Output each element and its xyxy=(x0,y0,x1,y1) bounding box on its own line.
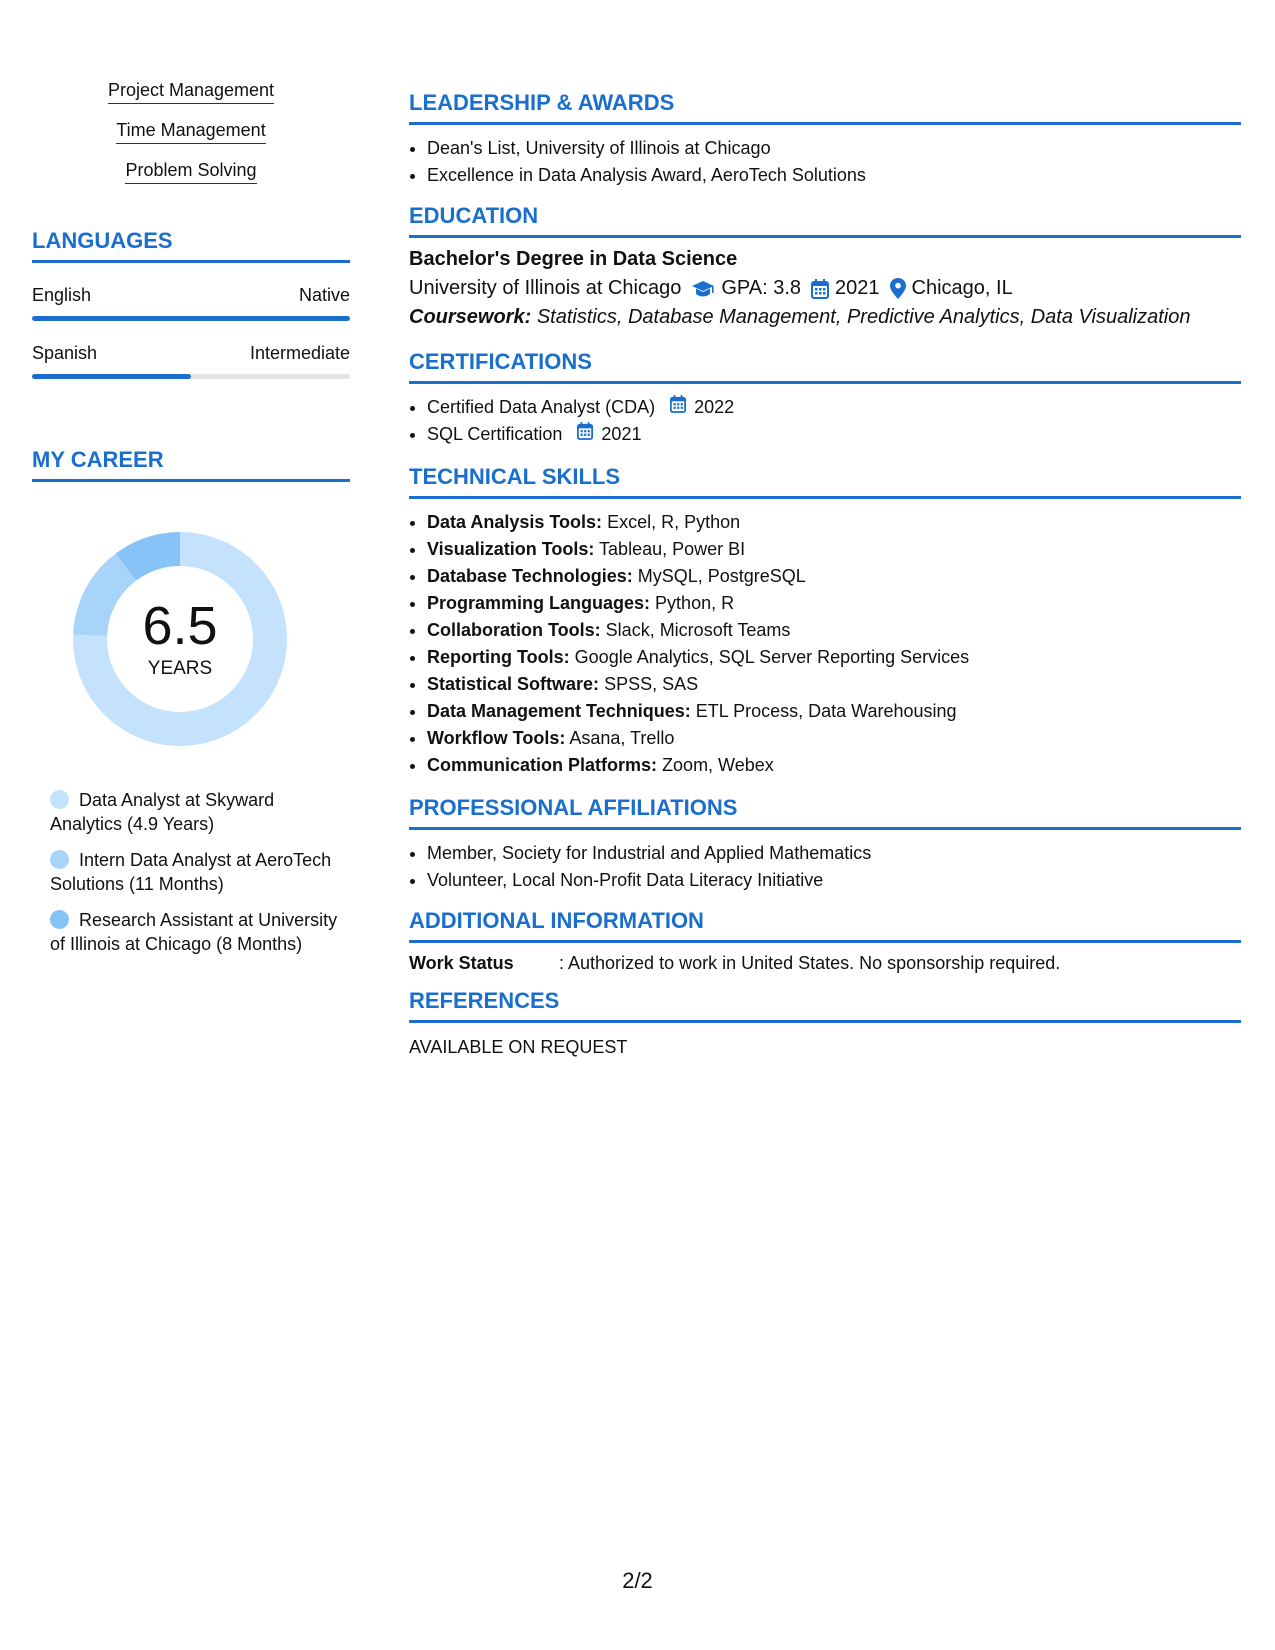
language-bar xyxy=(32,316,350,321)
right-column xyxy=(409,90,1241,1072)
skill-category-label: Communication Platforms: xyxy=(427,755,658,775)
languages-section xyxy=(32,228,350,379)
list-item xyxy=(427,644,1241,671)
list-item xyxy=(427,725,1241,752)
legend-label: Research Assistant at University of Illinois at Chicago (8 Months) xyxy=(50,910,338,954)
info-row xyxy=(409,953,1241,974)
legend-label: Data Analyst at Skyward Analytics (4.9 Years) xyxy=(50,790,275,834)
skill-category-value: Asana, Trello xyxy=(569,728,675,748)
page-number: 2/2 xyxy=(622,1568,653,1593)
legend-dot xyxy=(50,910,69,929)
skill-category-label: Collaboration Tools: xyxy=(427,620,601,640)
skill-category-value: Google Analytics, SQL Server Reporting Services xyxy=(574,647,970,667)
section-title-career: MY CAREER xyxy=(32,447,350,482)
certification-name: Certified Data Analyst (CDA) xyxy=(427,397,656,417)
list-item xyxy=(427,671,1241,698)
list-item xyxy=(427,536,1241,563)
language-item xyxy=(32,285,350,321)
education-section xyxy=(409,203,1241,329)
graduation-cap-icon xyxy=(691,280,715,298)
certifications-section xyxy=(409,349,1241,448)
skill-tag: Time Management xyxy=(116,120,265,144)
calendar-icon xyxy=(811,279,829,299)
career-total-years: 6.5 xyxy=(142,596,218,656)
language-item xyxy=(32,343,350,379)
skill-category-value: Python, R xyxy=(655,593,735,613)
affiliations-section xyxy=(409,795,1241,894)
skill-category-label: Data Management Techniques: xyxy=(427,701,691,721)
calendar-icon xyxy=(577,422,593,440)
skill-category-value: Excel, R, Python xyxy=(607,512,741,532)
location: Chicago, IL xyxy=(911,277,1013,299)
skill-tag: Project Management xyxy=(108,80,274,104)
legend-label: Intern Data Analyst at AeroTech Solutions (11 Months) xyxy=(50,850,332,894)
career-legend xyxy=(50,788,340,956)
section-title-languages: LANGUAGES xyxy=(32,228,350,263)
info-label: Work Status xyxy=(409,953,514,973)
legend-dot xyxy=(50,850,69,869)
references-text: AVAILABLE ON REQUEST xyxy=(409,1037,628,1057)
list-item: • Volunteer, Local Non-Profit Data Literacy Initiative xyxy=(427,867,1241,894)
skill-category-value: MySQL, PostgreSQL xyxy=(637,566,806,586)
coursework xyxy=(409,306,1241,329)
section-title-leadership: LEADERSHIP & AWARDS xyxy=(409,90,1241,125)
skill-category-value: ETL Process, Data Warehousing xyxy=(695,701,957,721)
skill-category-label: Reporting Tools: xyxy=(427,647,570,667)
legend-item xyxy=(50,908,340,956)
school-name: University of Illinois at Chicago xyxy=(409,277,682,299)
skill-category-value: Tableau, Power BI xyxy=(599,539,746,559)
legend-dot xyxy=(50,790,69,809)
location-pin-icon xyxy=(890,278,906,299)
language-name: English xyxy=(32,285,92,305)
gpa: GPA: 3.8 xyxy=(721,277,802,299)
skill-category-label: Workflow Tools: xyxy=(427,728,566,748)
section-title-certifications: CERTIFICATIONS xyxy=(409,349,1241,384)
section-title-additional-info: ADDITIONAL INFORMATION xyxy=(409,908,1241,943)
language-level: Intermediate xyxy=(249,343,350,363)
list-item xyxy=(427,698,1241,725)
degree-title: Bachelor's Degree in Data Science xyxy=(409,248,738,270)
career-total-unit: YEARS xyxy=(147,658,213,679)
section-title-technical-skills: TECHNICAL SKILLS xyxy=(409,464,1241,499)
list-item xyxy=(427,509,1241,536)
language-level: Native xyxy=(298,285,350,305)
skill-category-label: Visualization Tools: xyxy=(427,539,595,559)
legend-item xyxy=(50,848,340,896)
certification-name: SQL Certification xyxy=(427,424,563,444)
section-title-education: EDUCATION xyxy=(409,203,1241,238)
list-item xyxy=(427,394,1241,421)
skill-category-value: Slack, Microsoft Teams xyxy=(605,620,791,640)
language-bar xyxy=(32,374,350,379)
graduation-year: 2021 xyxy=(835,277,880,299)
skill-category-label: Statistical Software: xyxy=(427,674,600,694)
technical-skills-list xyxy=(409,509,1241,779)
info-value: : Authorized to work in United States. No sponsorship required. xyxy=(559,953,1061,973)
technical-skills-section xyxy=(409,464,1241,779)
section-title-affiliations: PROFESSIONAL AFFILIATIONS xyxy=(409,795,1241,830)
legend-item xyxy=(50,788,340,836)
section-title-references: REFERENCES xyxy=(409,988,1241,1023)
left-column xyxy=(32,80,350,968)
skill-category-label: Data Analysis Tools: xyxy=(427,512,603,532)
list-item xyxy=(427,752,1241,779)
list-item xyxy=(427,590,1241,617)
skill-category-label: Programming Languages: xyxy=(427,593,651,613)
references-section xyxy=(409,988,1241,1058)
language-bar-fill xyxy=(32,374,191,379)
additional-info-section xyxy=(409,908,1241,974)
leadership-section xyxy=(409,90,1241,189)
list-item: • Excellence in Data Analysis Award, AeroTech Solutions xyxy=(427,162,1241,189)
list-item xyxy=(427,421,1241,448)
language-bar-fill xyxy=(32,316,350,321)
skill-category-label: Database Technologies: xyxy=(427,566,633,586)
career-section xyxy=(32,447,350,956)
certification-year: 2021 xyxy=(601,424,642,444)
education-details xyxy=(409,277,1241,300)
skill-tag: Problem Solving xyxy=(125,160,256,184)
certification-year: 2022 xyxy=(694,397,735,417)
skills-list xyxy=(32,80,350,184)
language-name: Spanish xyxy=(32,343,98,363)
career-donut-chart xyxy=(67,526,293,752)
skill-category-value: SPSS, SAS xyxy=(604,674,699,694)
list-item: • Member, Society for Industrial and Applied Mathematics xyxy=(427,840,1241,867)
coursework-label: Coursework: xyxy=(409,306,532,328)
coursework-list: Statistics, Database Management, Predictive Analytics, Data Visualization xyxy=(536,306,1191,328)
list-item xyxy=(427,563,1241,590)
list-item xyxy=(427,617,1241,644)
skill-category-value: Zoom, Webex xyxy=(662,755,774,775)
calendar-icon xyxy=(670,395,686,413)
list-item: • Dean's List, University of Illinois at Chicago xyxy=(427,135,1241,162)
